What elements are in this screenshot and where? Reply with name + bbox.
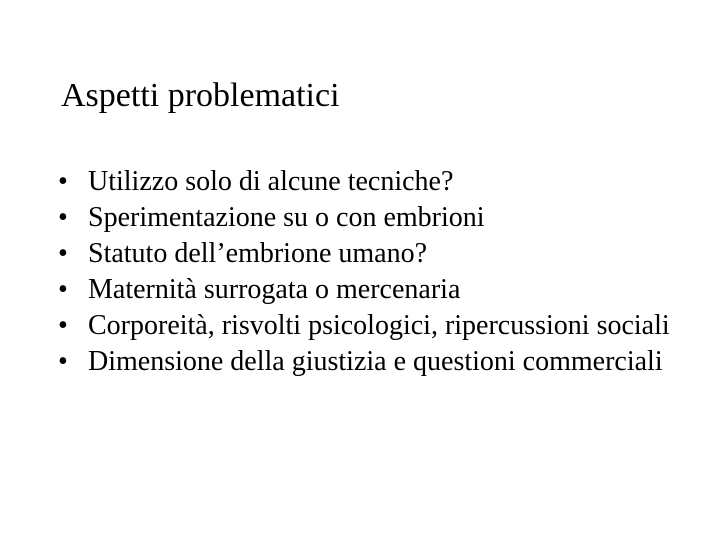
bullet-item [58, 236, 698, 272]
bullet-icon: • [58, 166, 68, 197]
slide-title: Aspetti problematici [61, 77, 340, 114]
bullet-text: Utilizzo solo di alcune tecniche? [88, 166, 454, 197]
bullet-item [58, 344, 698, 380]
bullet-text: Maternità surrogata o mercenaria [88, 274, 461, 305]
bullet-icon: • [58, 238, 68, 269]
bullet-icon: • [58, 310, 68, 341]
bullet-icon: • [58, 274, 68, 305]
bullet-item [58, 308, 698, 344]
bullet-item [58, 164, 698, 200]
bullet-item [58, 272, 698, 308]
bullet-icon: • [58, 202, 68, 233]
bullet-text: Statuto dell’embrione umano? [88, 238, 428, 269]
bullet-text: Corporeità, risvolti psicologici, ripercussioni sociali [88, 310, 670, 341]
bullet-icon: • [58, 346, 68, 377]
bullet-text: Sperimentazione su o con embrioni [88, 202, 485, 233]
bullet-text: Dimensione della giustizia e questioni commerciali [88, 346, 663, 377]
bullet-item [58, 200, 698, 236]
bullet-list [58, 164, 698, 380]
